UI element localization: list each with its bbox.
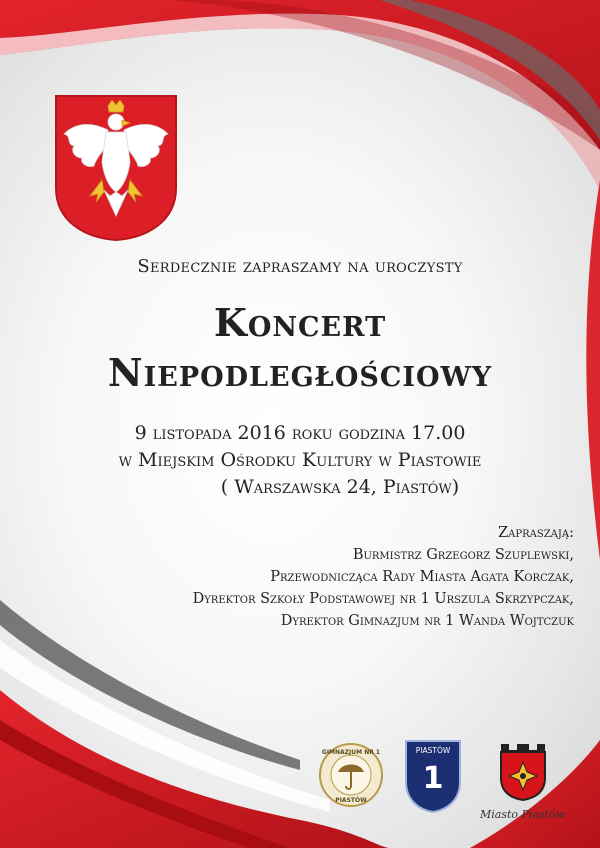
sp-logo-number: 1	[422, 761, 444, 796]
host-name: Dyrektor Szkoły Podstawowej nr 1 Urszula Skrzypczak,	[192, 591, 574, 607]
invitation-line: Serdecznie zapraszamy na uroczysty	[137, 256, 463, 277]
title-line-2: Niepodległościowy	[107, 350, 493, 395]
hosts-heading: Zapraszają:	[498, 525, 574, 541]
polish-eagle-emblem-icon	[52, 92, 180, 242]
event-place: w Miejskim Ośrodku Kultury w Piastowie	[118, 449, 482, 471]
gim-logo-top-text: GIMNAZJUM NR 1	[321, 749, 381, 756]
primary-school-logo	[403, 738, 463, 814]
host-name: Burmistrz Grzegorz Szuplewski,	[352, 547, 574, 563]
sp-logo-top-text: PIASTÓW	[415, 746, 451, 755]
title-line-1: Koncert	[213, 300, 387, 345]
gim-logo-bottom-text: PIASTÓW	[335, 797, 367, 804]
city-caption: Miasto Piastów	[480, 808, 566, 821]
host-name: Dyrektor Gimnazjum nr 1 Wanda Wojtczuk	[280, 613, 574, 629]
event-address: ( Warszawska 24, Piastów)	[220, 476, 460, 498]
host-name: Przewodnicząca Rady Miasta Agata Korczak,	[270, 569, 574, 585]
hosts-block	[193, 522, 574, 632]
event-date: 9 listopada 2016 roku godzina 17.00	[134, 422, 466, 444]
gimnazjum-logo	[318, 742, 384, 808]
city-coat-of-arms-icon	[497, 738, 549, 802]
